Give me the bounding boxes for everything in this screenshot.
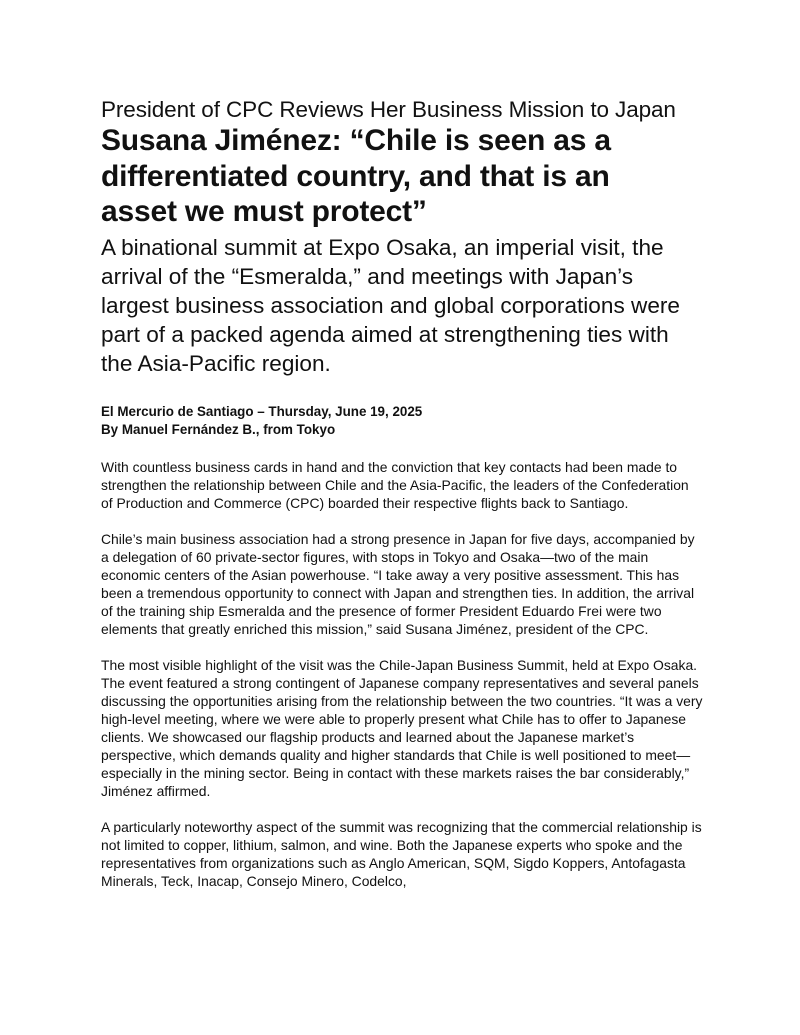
body-paragraph: Chile’s main business association had a strong presence in Japan for five days, accompanied by a delegation of 60 private-sector figures, with stops in Tokyo and Osaka—two of the main economic centers of the Asian powerhouse. “I take away a very positive assessment. This has been a tremendous opportunity to connect with Japan and strengthen ties. In addition, the arrival of the training ship Esmeralda and the presence of former President Eduardo Frei were two elements that greatly enriched this mission,” said Susana Jiménez, president of the CPC. <box>101 530 695 637</box>
body-paragraph: A particularly noteworthy aspect of the summit was recognizing that the commercial relationship is not limited to copper, lithium, salmon, and wine. Both the Japanese experts who spoke and the representatives from organizations such as Anglo American, SQM, Sigdo Koppers, Antofagasta Minerals, Teck, Inacap, Consejo Minero, Codelco, <box>101 818 702 889</box>
body-paragraph: With countless business cards in hand and the conviction that key contacts had been made to strengthen the relationship between Chile and the Asia-Pacific, the leaders of the Confederation of Production and Commerce (CPC) boarded their respective flights back to Santiago. <box>101 458 689 511</box>
article-kicker: President of CPC Reviews Her Business Mission to Japan <box>101 97 676 122</box>
article-headline: Susana Jiménez: “Chile is seen as a differentiated country, and that is an asset we must protect” <box>101 124 611 228</box>
article-body <box>101 458 711 890</box>
body-paragraph: The most visible highlight of the visit was the Chile-Japan Business Summit, held at Expo Osaka. The event featured a strong contingent of Japanese company representatives and several panels discussing the opportunities arising from the relationship between the two countries. “It was a very high-level meeting, where we were able to properly present what Chile has to offer to Japanese clients. We showcased our flagship products and learned about the Japanese market’s perspective, which demands quality and higher standards that Chile is well positioned to meet—especially in the mining sector. Being in contact with these markets raises the bar considerably,” Jiménez affirmed. <box>101 656 703 799</box>
author-line: By Manuel Fernández B., from Tokyo <box>101 421 336 437</box>
article-deck: A binational summit at Expo Osaka, an imperial visit, the arrival of the “Esmeralda,” and meetings with Japan’s largest business association and global corporations were part of a packed agenda aimed at strengthening ties with the Asia-Pacific region. <box>101 234 680 376</box>
byline <box>101 403 711 439</box>
source-line: El Mercurio de Santiago – Thursday, June 19, 2025 <box>101 403 423 419</box>
article <box>101 96 711 890</box>
